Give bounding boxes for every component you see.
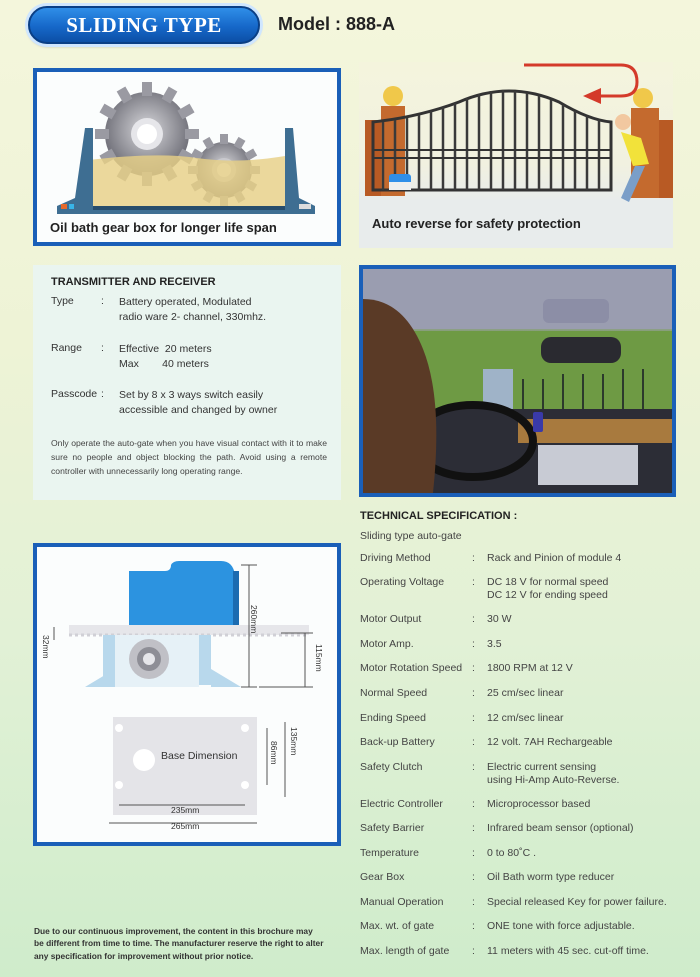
spec-row: Operating Voltage : DC 18 V for normal speed DC 12 V for ending speed	[360, 576, 609, 601]
gearbox-caption: Oil bath gear box for longer life span	[50, 220, 277, 235]
spec-row: Motor Output : 30 W	[360, 613, 512, 625]
sliding-gate-illustration-icon	[359, 62, 673, 212]
car-remote-photo	[359, 265, 676, 497]
spec-row: Safety Clutch : Electric current sensing using Hi-Amp Auto-Reverse.	[360, 761, 620, 786]
spec-row: Temperature : 0 to 80˚C .	[360, 847, 537, 859]
tx-row-range: Range : Effective 20 meters Max 40 meters	[51, 342, 212, 370]
spec-row: Back-up Battery : 12 volt. 7AH Rechargeable	[360, 736, 613, 748]
spec-row: Manual Operation : Special released Key for power failure.	[360, 896, 667, 908]
gearbox-illustration-icon	[37, 72, 337, 222]
transmitter-panel	[33, 265, 341, 500]
spec-row: Driving Method : Rack and Pinion of module 4	[360, 552, 622, 564]
height-total-label: 260mm	[249, 605, 259, 634]
base-dimension-label: Base Dimension	[161, 750, 238, 762]
spec-row: Normal Speed : 25 cm/sec linear	[360, 687, 564, 699]
gate-panel	[359, 62, 673, 248]
spec-title: TECHNICAL SPECIFICATION :	[360, 510, 518, 522]
spec-subtitle: Sliding type auto-gate	[360, 530, 462, 542]
spec-row: Ending Speed : 12 cm/sec linear	[360, 712, 564, 724]
gearbox-panel	[33, 68, 341, 246]
rack-to-base-label: 115mm	[314, 644, 324, 672]
driver-remote-photo-icon	[363, 269, 672, 493]
rack-height-label: 32mm	[41, 635, 51, 659]
tx-row-type: Type : Battery operated, Modulated radio ware 2- channel, 330mhz.	[51, 295, 267, 323]
disclaimer: Due to our continuous improvement, the content in this brochure may be different from time to time. The manufacturer reserve the right to alter any specification for improvement without prior notice.	[34, 926, 324, 961]
motor-dimension-diagram-icon	[37, 547, 337, 842]
dimension-panel	[33, 543, 341, 846]
base-hole-spacing-h-label: 235mm	[171, 805, 200, 815]
tx-label: Passcode	[51, 388, 98, 400]
tx-label: Range	[51, 342, 82, 354]
tx-label: Type	[51, 295, 74, 307]
spec-row: Motor Amp. : 3.5	[360, 638, 502, 650]
tx-row-passcode: Passcode : Set by 8 x 3 ways switch easily accessible and changed by owner	[51, 388, 278, 416]
spec-row: Max. length of gate : 11 meters with 45 sec. cut-off time.	[360, 945, 649, 957]
title-banner	[28, 6, 260, 44]
spec-row: Motor Rotation Speed : 1800 RPM at 12 V	[360, 662, 573, 674]
spec-row: Electric Controller : Microprocessor based	[360, 798, 591, 810]
page-title: SLIDING TYPE	[66, 12, 222, 37]
spec-row: Gear Box : Oil Bath worm type reducer	[360, 871, 615, 883]
safety-note: Only operate the auto-gate when you have visual contact with it to make sure no people and object blocking the path. Avoid using a remote controller with unnecessarily long operating range.	[51, 438, 327, 476]
base-width-label: 265mm	[171, 821, 200, 831]
gate-caption: Auto reverse for safety protection	[372, 216, 581, 231]
spec-row: Safety Barrier : Infrared beam sensor (optional)	[360, 822, 634, 834]
base-depth-label: 135mm	[289, 727, 299, 756]
transmitter-title: TRANSMITTER AND RECEIVER	[51, 276, 216, 288]
base-hole-spacing-v-label: 86mm	[269, 741, 279, 765]
model-number: Model : 888-A	[278, 14, 396, 34]
spec-row: Max. wt. of gate : ONE tone with force adjustable.	[360, 920, 635, 932]
